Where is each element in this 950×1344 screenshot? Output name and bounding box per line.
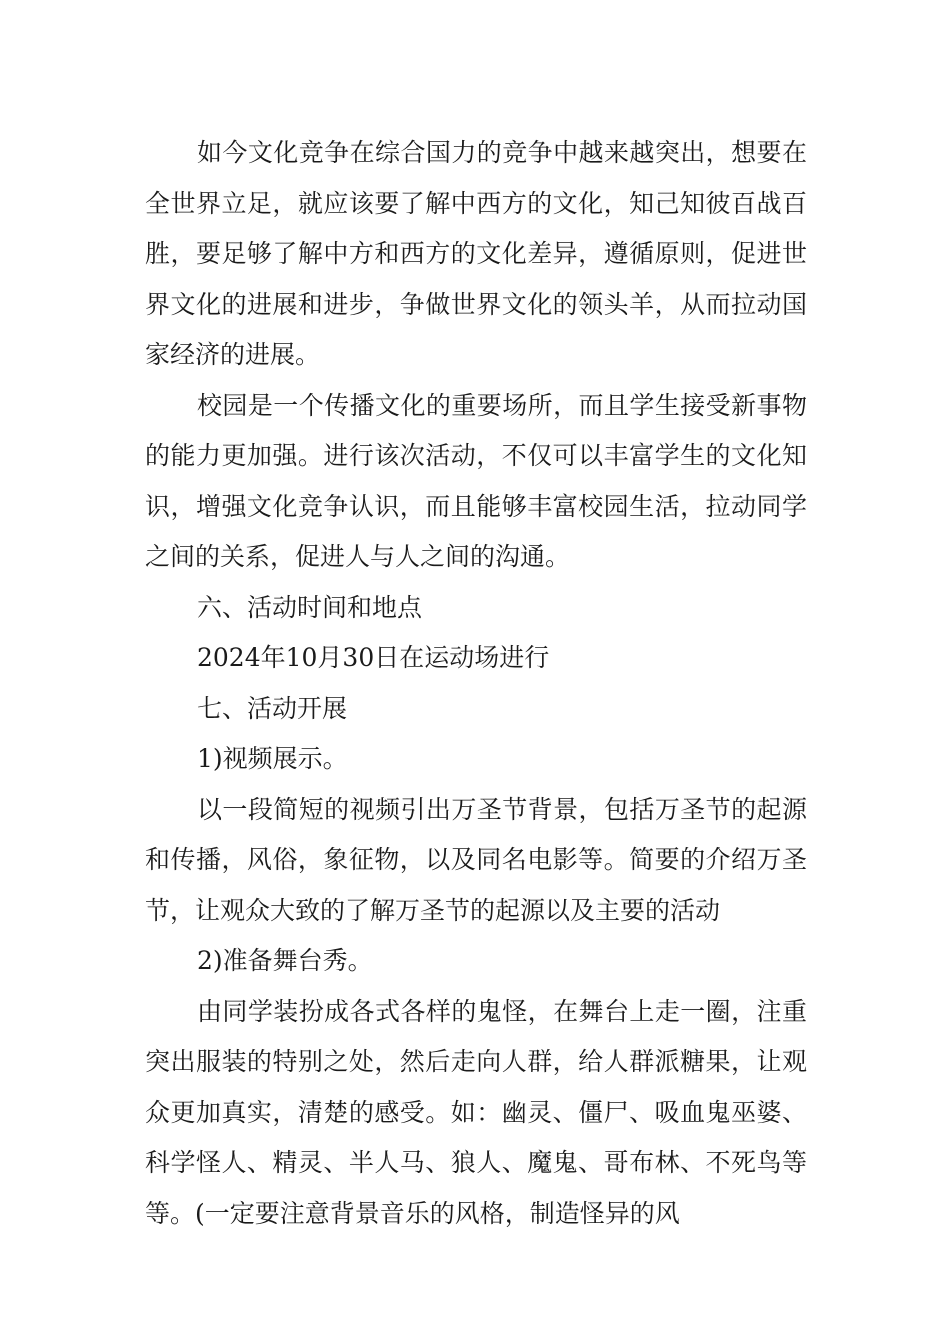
paragraph-date: 2024年10月30日在运动场进行 — [197, 643, 550, 672]
item-video: 1)视频展示。 — [197, 744, 348, 773]
paragraph-video: 以一段简短的视频引出万圣节背景，包括万圣节的起源和传播，风俗，象征物，以及同名电影等。简要的介绍万圣节，让观众大致的了解万圣节的起源以及主要的活动 — [145, 794, 807, 925]
item-stage-show: 2)准备舞台秀。 — [197, 946, 373, 975]
heading-time-place: 六、活动时间和地点 — [197, 592, 423, 622]
paragraph-campus: 校园是一个传播文化的重要场所，而且学生接受新事物的能力更加强。进行该次活动，不仅可以丰富学生的文化知识，增强文化竞争认识，而且能够丰富校园生活，拉动同学之间的关系，促进人与人之间的沟通。 — [145, 390, 807, 571]
document-body — [145, 128, 807, 1239]
paragraph-stage-show: 由同学装扮成各式各样的鬼怪，在舞台上走一圈，注重突出服装的特别之处，然后走向人群，给人群派糖果，让观众更加真实，清楚的感受。如：幽灵、僵尸、吸血鬼巫婆、科学怪人、精灵、半人马、狼人、魔鬼、哥布林、不死鸟等等。(一定要注意背景音乐的风格，制造怪异的风 — [145, 996, 807, 1228]
heading-activity: 七、活动开展 — [197, 693, 348, 723]
paragraph-culture-competition: 如今文化竞争在综合国力的竞争中越来越突出，想要在全世界立足，就应该要了解中西方的文化，知己知彼百战百胜，要足够了解中方和西方的文化差异，遵循原则，促进世界文化的进展和进步，争做世界文化的领头羊，从而拉动国家经济的进展。 — [145, 138, 807, 369]
